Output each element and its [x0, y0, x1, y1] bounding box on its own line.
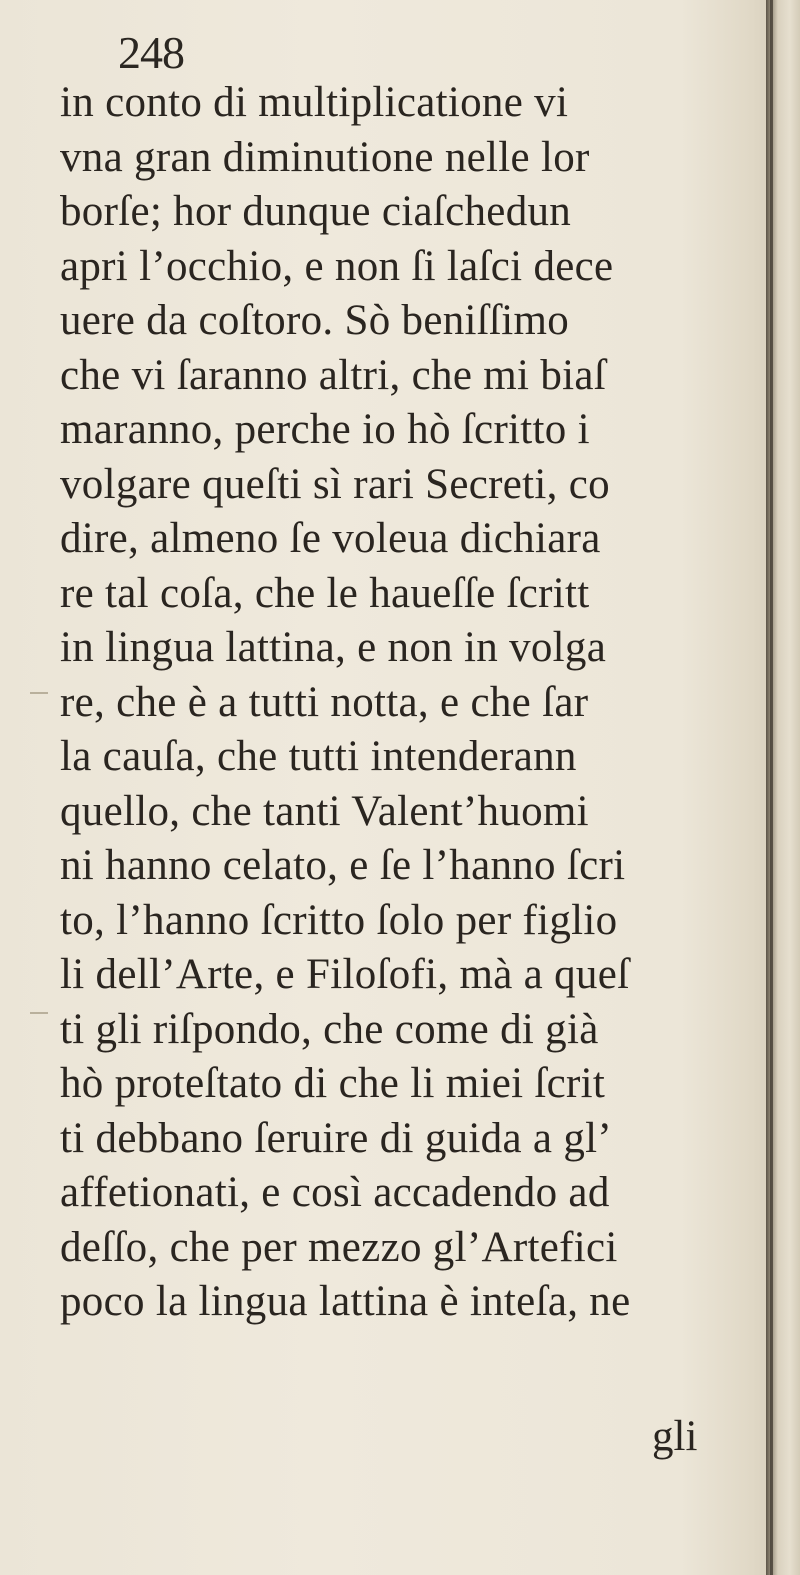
body-text — [60, 76, 765, 1330]
text-line: borſe; hor dunque ciaſchedun — [60, 188, 572, 235]
text-line: quello, che tanti Valent’huomi — [60, 787, 589, 835]
margin-mark — [30, 1012, 48, 1014]
page-number: 248 — [118, 27, 184, 78]
text-line: in lingua lattina, e non in volga — [60, 624, 607, 671]
text-line: uere da coſtoro. Sò beniſſimo — [60, 297, 570, 344]
text-line: che vi ſaranno altri, che mi biaſ — [60, 351, 606, 399]
text-line: deſſo, che per mezzo gl’Artefici — [60, 1223, 618, 1271]
text-line: maranno, perche io hò ſcritto i — [60, 406, 590, 453]
text-line: to, l’hanno ſcritto ſolo per figlio — [60, 896, 618, 944]
text-line: hò proteſtato di che li miei ſcrit — [60, 1060, 606, 1107]
text-line: volgare queſti sì rari Secreti, co — [60, 460, 610, 508]
text-line: ti gli riſpondo, che come di già — [60, 1005, 599, 1053]
text-line: re tal coſa, che le haueſſe ſcritt — [60, 569, 590, 617]
text-line: ti debbano ſeruire di guida a gl’ — [60, 1114, 612, 1162]
text-line: affetionati, e così accadendo ad — [60, 1169, 610, 1216]
text-line: la cauſa, che tutti intenderann — [60, 733, 577, 780]
text-line: li dell’Arte, e Filoſofi, mà a queſ — [60, 951, 630, 998]
text-line: re, che è a tutti notta, e che ſar — [60, 678, 589, 726]
text-line: apri l’occhio, e non ſi laſci dece — [60, 242, 614, 290]
text-line: vna gran diminutione nelle lor — [60, 133, 590, 181]
text-line: in conto di multiplicatione vi — [60, 79, 569, 126]
margin-mark — [30, 692, 48, 694]
catchword: gli — [652, 1413, 698, 1460]
gutter-edge — [770, 0, 773, 1575]
text-line: dire, almeno ſe voleua dichiara — [60, 515, 601, 562]
text-line: poco la lingua lattina è inteſa, ne — [60, 1278, 631, 1325]
text-line: ni hanno celato, e ſe l’hanno ſcri — [60, 842, 626, 889]
